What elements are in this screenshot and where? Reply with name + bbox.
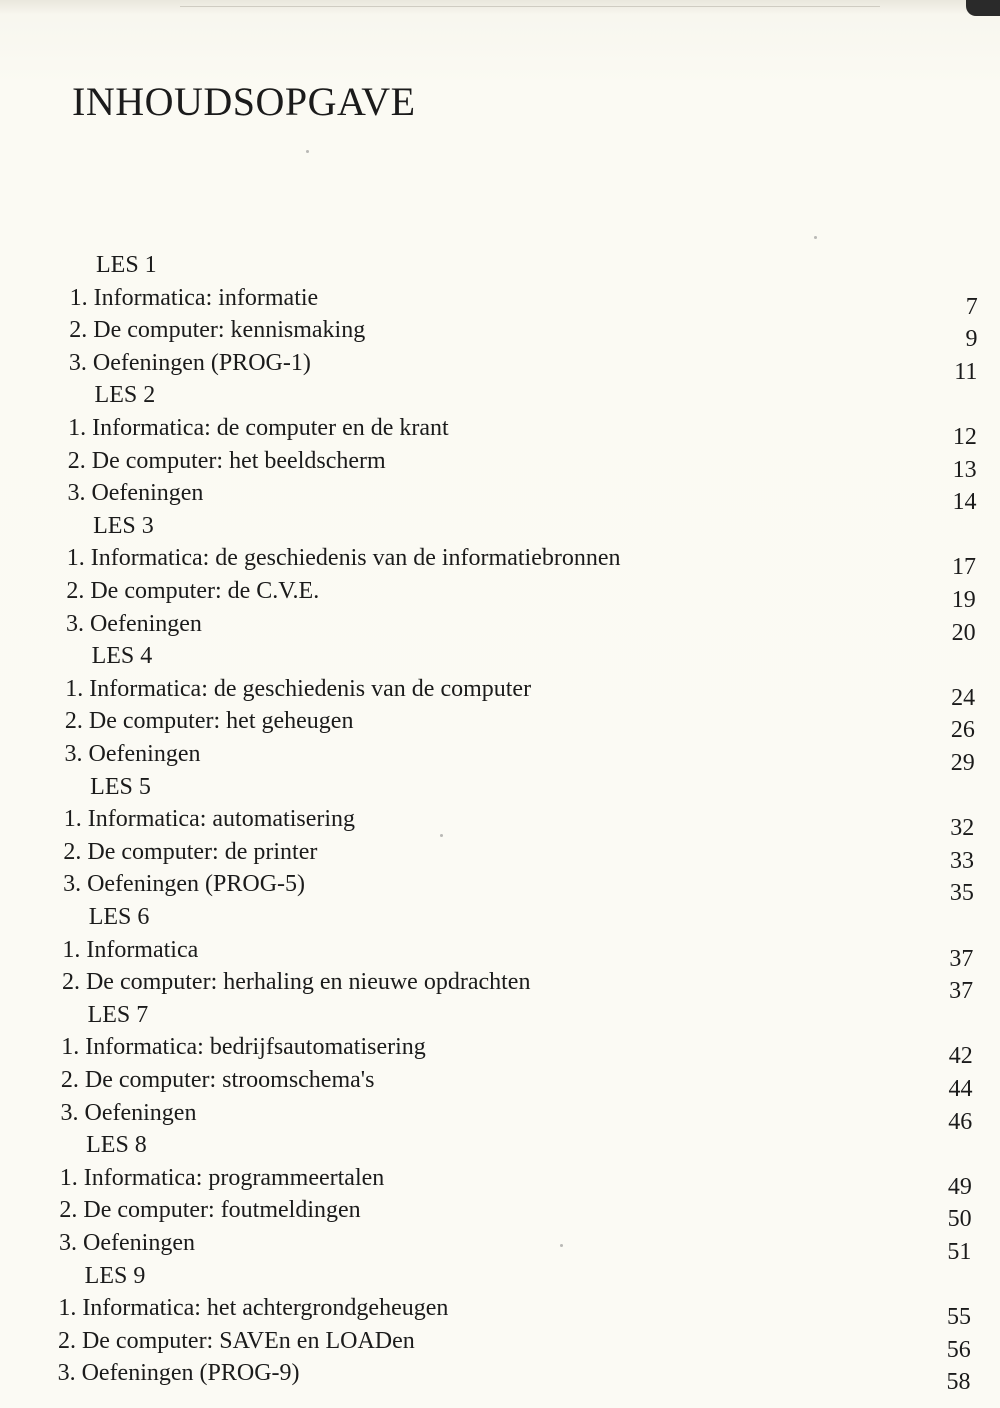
paper-speck [440,834,443,837]
toc-entry: 2. De computer: stroomschema's [60,1067,375,1093]
lesson-heading: LES 9 [84,1262,146,1289]
toc-page-number: 35 [949,880,974,907]
toc-page-number: 42 [948,1043,973,1070]
toc-page-number: 7 [965,293,978,320]
toc-page-number: 29 [950,750,975,776]
toc-entry: 2. De computer: foutmeldingen [59,1197,361,1224]
toc-page-number: 37 [949,978,974,1005]
toc-page-number: 33 [950,847,975,874]
toc-entry: 3. Oefeningen [60,1099,197,1126]
lesson-heading: LES 7 [87,1001,149,1028]
toc-page-number: 50 [947,1206,972,1233]
toc-page-number: 26 [950,717,975,744]
toc-entry: 3. Oefeningen (PROG-5) [63,871,306,898]
toc-page-number: 9 [965,326,978,353]
toc-page-number: 12 [952,424,977,450]
toc-entry: 2. De computer: het beeldscherm [67,447,386,474]
toc-entry: 1. Informatica [62,936,199,963]
toc-entry: 1. Informatica: informatie [69,284,319,311]
toc-page-number: 55 [946,1304,971,1331]
toc-entry: 1. Informatica: het achtergrondgeheugen [58,1295,449,1322]
toc-entry: 1. Informatica: programmeertalen [59,1164,385,1191]
paper-speck [306,150,309,153]
toc-page-number: 37 [949,945,974,972]
toc-page-number: 58 [946,1369,971,1396]
toc-entry: 2. De computer: kennismaking [69,317,366,344]
toc-page-number: 17 [952,554,977,581]
toc-page-number: 44 [948,1076,973,1102]
toc-page-number: 13 [952,456,977,483]
toc-page-number: 24 [951,684,976,711]
toc-page-number: 32 [950,815,975,842]
toc-entry: 1. Informatica: de geschiedenis van de informatiebronnen [66,545,621,572]
lesson-heading: LES 5 [90,773,151,800]
toc-entry: 3. Oefeningen [65,610,202,637]
toc-page-number: 11 [954,358,978,385]
toc-entry: 3. Oefeningen (PROG-1) [68,349,311,376]
toc-entry: 1. Informatica: de geschiedenis van de computer [65,675,532,702]
lesson-heading: LES 3 [93,512,154,539]
toc-page-number: 19 [951,587,976,613]
toc-entry: 3. Oefeningen [67,480,204,507]
paper-speck [560,1244,563,1247]
lesson-heading: LES 6 [88,904,150,930]
toc-entry: 2. De computer: de printer [63,838,318,865]
lesson-heading: LES 4 [91,643,153,670]
toc-entry: 3. Oefeningen [64,741,201,767]
toc-page-number: 20 [951,619,976,646]
toc-entry: 1. Informatica: bedrijfsautomatisering [61,1034,426,1061]
toc-entry: 3. Oefeningen (PROG-9) [57,1360,300,1387]
toc-entry: 2. De computer: SAVEn en LOADen [57,1327,415,1354]
toc-entry: 2. De computer: het geheugen [64,708,354,735]
lesson-heading: LES 8 [86,1132,147,1159]
toc-entry: 1. Informatica: automatisering [63,806,356,833]
toc-entry: 2. De computer: herhaling en nieuwe opdrachten [61,969,531,996]
toc-page-number: 14 [952,489,977,516]
toc-page-number: 56 [946,1336,971,1363]
toc-entry: 2. De computer: de C.V.E. [66,578,320,604]
toc-entry: 3. Oefeningen [59,1230,195,1256]
paper-speck [814,236,817,239]
toc-page-number: 49 [947,1173,972,1200]
toc-entry: 1. Informatica: de computer en de krant [68,415,449,441]
page-title: INHOUDSOPGAVE [72,79,416,124]
toc-page-number: 51 [947,1239,972,1265]
lesson-heading: LES 2 [94,382,156,409]
lesson-heading: LES 1 [96,252,157,278]
toc-page-number: 46 [948,1108,973,1135]
